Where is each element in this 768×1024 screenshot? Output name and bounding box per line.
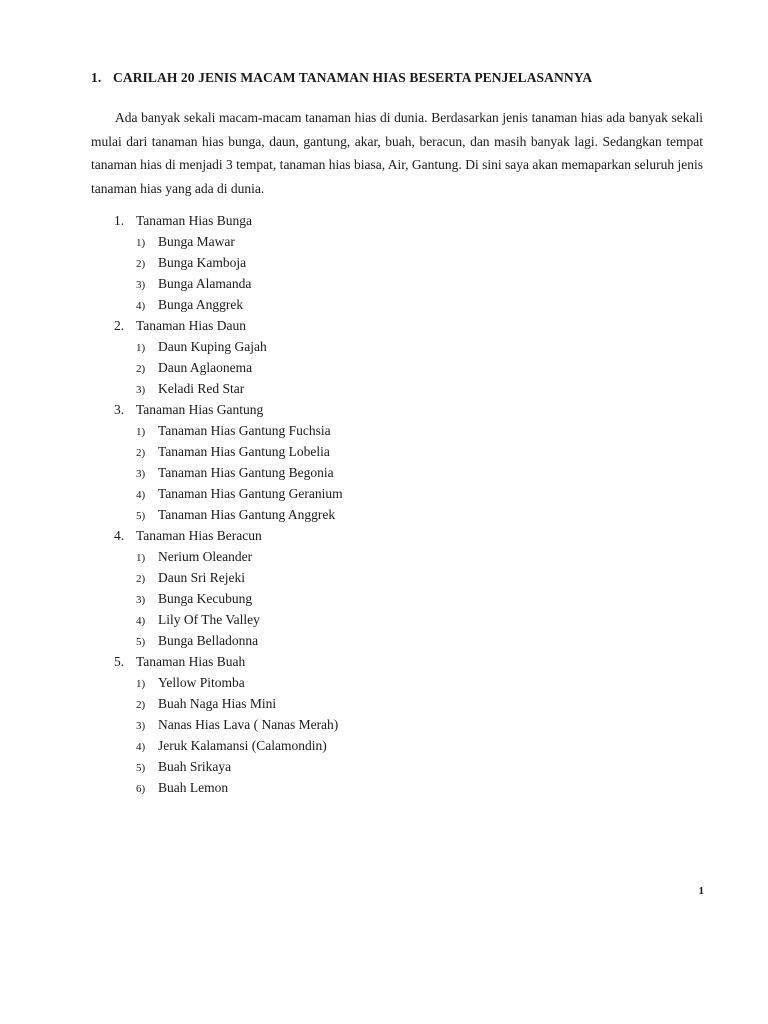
category-title: Tanaman Hias Gantung	[136, 402, 264, 417]
section-heading-number: 1.	[91, 70, 102, 85]
plant-item-name: Bunga Alamanda	[158, 276, 252, 291]
plant-item	[114, 252, 343, 273]
plant-item-name: Keladi Red Star	[158, 381, 245, 396]
plant-item	[114, 231, 343, 252]
plant-item	[114, 672, 343, 693]
plant-item-name: Bunga Mawar	[158, 234, 235, 249]
plant-item-number: 6)	[136, 783, 146, 795]
plant-item-name: Tanaman Hias Gantung Begonia	[158, 465, 334, 480]
plant-item	[114, 609, 343, 630]
plant-item-number: 5)	[136, 636, 146, 648]
category-item	[114, 651, 343, 798]
plant-item-number: 3)	[136, 384, 146, 396]
plant-item-number: 1)	[136, 678, 146, 690]
plant-item-number: 1)	[136, 237, 146, 249]
plant-item-name: Bunga Kamboja	[158, 255, 247, 270]
plant-item	[114, 462, 343, 483]
plant-list	[114, 336, 343, 399]
plant-item-name: Lily Of The Valley	[158, 612, 260, 627]
plant-item-number: 3)	[136, 468, 146, 480]
plant-item-number: 4)	[136, 300, 146, 312]
plant-item	[114, 336, 343, 357]
category-number: 5.	[114, 654, 125, 669]
plant-item	[114, 756, 343, 777]
plant-item	[114, 588, 343, 609]
plant-item	[114, 630, 343, 651]
category-number: 2.	[114, 318, 125, 333]
plant-item	[114, 441, 343, 462]
plant-item	[114, 378, 343, 399]
plant-item-name: Daun Sri Rejeki	[158, 570, 245, 585]
plant-item	[114, 777, 343, 798]
plant-item-number: 4)	[136, 489, 146, 501]
plant-item	[114, 357, 343, 378]
plant-item-number: 3)	[136, 720, 146, 732]
plant-item-number: 4)	[136, 741, 146, 753]
plant-item-number: 1)	[136, 552, 146, 564]
plant-item	[114, 735, 343, 756]
category-heading	[114, 525, 343, 546]
plant-item-name: Jeruk Kalamansi (Calamondin)	[158, 738, 327, 753]
plant-list	[114, 546, 343, 651]
plant-list	[114, 420, 343, 525]
plant-item-name: Tanaman Hias Gantung Geranium	[158, 486, 343, 501]
category-title: Tanaman Hias Buah	[136, 654, 246, 669]
plant-item-number: 1)	[136, 342, 146, 354]
category-heading	[114, 399, 343, 420]
plant-item-name: Bunga Anggrek	[158, 297, 244, 312]
plant-item-number: 2)	[136, 573, 146, 585]
category-item	[114, 315, 343, 399]
plant-item-name: Buah Lemon	[158, 780, 229, 795]
plant-item	[114, 714, 343, 735]
section-heading	[91, 70, 592, 86]
plant-item-number: 1)	[136, 426, 146, 438]
plant-item-name: Bunga Kecubung	[158, 591, 253, 606]
plant-item	[114, 420, 343, 441]
plant-item-name: Tanaman Hias Gantung Lobelia	[158, 444, 330, 459]
plant-item	[114, 483, 343, 504]
category-title: Tanaman Hias Daun	[136, 318, 247, 333]
plant-item-name: Nerium Oleander	[158, 549, 253, 564]
plant-item-number: 2)	[136, 363, 146, 375]
plant-list	[114, 231, 343, 315]
plant-item	[114, 504, 343, 525]
plant-item-name: Nanas Hias Lava ( Nanas Merah)	[158, 717, 339, 732]
plant-item-number: 2)	[136, 699, 146, 711]
plant-item	[114, 546, 343, 567]
plant-item	[114, 273, 343, 294]
page-number: 1	[698, 885, 704, 897]
category-heading	[114, 651, 343, 672]
category-list	[114, 210, 343, 798]
plant-item-number: 4)	[136, 615, 146, 627]
plant-item	[114, 567, 343, 588]
plant-item-number: 2)	[136, 447, 146, 459]
plant-item-name: Daun Aglaonema	[158, 360, 253, 375]
plant-item-number: 3)	[136, 279, 146, 291]
intro-paragraph: Ada banyak sekali macam-macam tanaman hias di dunia. Berdasarkan jenis tanaman hias ada banyak sekali mulai dari tanaman hias bunga, daun, gantung, akar, buah, beracun, dan masih banyak lagi. Sedangkan tempat tanaman hias di menjadi 3 tempat, tanaman hias biasa, Air, Gantung. Di sini saya akan memaparkan seluruh jenis tanaman hias yang ada di dunia.	[91, 110, 703, 196]
category-item	[114, 399, 343, 525]
plant-item-number: 2)	[136, 258, 146, 270]
plant-item-name: Buah Srikaya	[158, 759, 232, 774]
section-heading-title: CARILAH 20 JENIS MACAM TANAMAN HIAS BESERTA PENJELASANNYA	[113, 70, 593, 85]
category-number: 3.	[114, 402, 125, 417]
plant-item	[114, 294, 343, 315]
category-item	[114, 210, 343, 315]
plant-list	[114, 672, 343, 798]
plant-item-name: Yellow Pitomba	[158, 675, 245, 690]
plant-item-number: 5)	[136, 510, 146, 522]
category-heading	[114, 315, 343, 336]
plant-item	[114, 693, 343, 714]
category-title: Tanaman Hias Beracun	[136, 528, 262, 543]
plant-item-name: Bunga Belladonna	[158, 633, 259, 648]
category-number: 4.	[114, 528, 125, 543]
plant-item-name: Tanaman Hias Gantung Fuchsia	[158, 423, 331, 438]
plant-item-number: 5)	[136, 762, 146, 774]
category-title: Tanaman Hias Bunga	[136, 213, 253, 228]
category-number: 1.	[114, 213, 125, 228]
category-heading	[114, 210, 343, 231]
plant-item-name: Tanaman Hias Gantung Anggrek	[158, 507, 336, 522]
plant-item-number: 3)	[136, 594, 146, 606]
plant-item-name: Buah Naga Hias Mini	[158, 696, 277, 711]
category-item	[114, 525, 343, 651]
plant-item-name: Daun Kuping Gajah	[158, 339, 267, 354]
